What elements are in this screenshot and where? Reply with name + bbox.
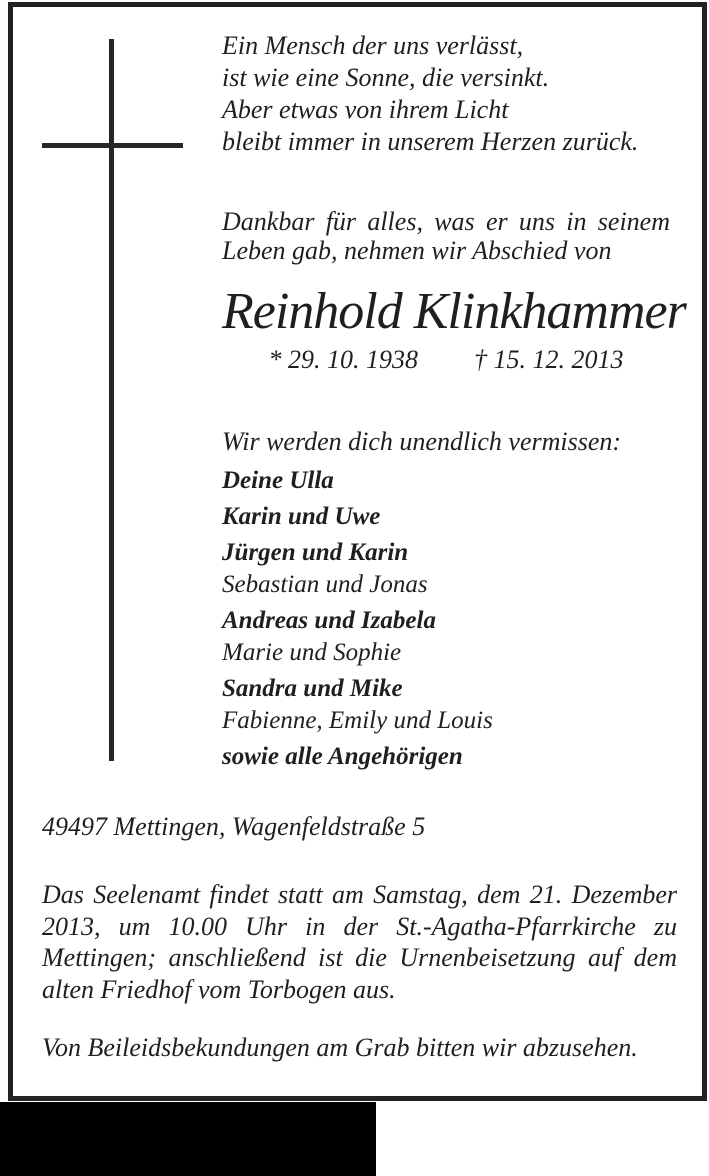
family-list-item: Fabienne, Emily und Louis	[222, 707, 493, 734]
cross-horizontal-bar	[42, 143, 183, 148]
service-paragraph	[42, 879, 677, 1005]
family-list	[222, 465, 493, 773]
poem-line: ist wie eine Sonne, die versinkt.	[222, 63, 550, 92]
family-list-item: Jürgen und Karin	[222, 539, 409, 566]
family-list-item: Karin und Uwe	[222, 503, 381, 530]
life-dates	[222, 345, 670, 375]
family-list-item: sowie alle Angehörigen	[222, 743, 463, 770]
service-line: alten Friedhof vom Torbogen aus.	[42, 974, 396, 1004]
intro-line: Dankbar für alles, was er uns in seinem	[222, 207, 670, 236]
family-list-item: Deine Ulla	[222, 467, 334, 494]
intro-paragraph	[222, 207, 670, 265]
intro-line: Leben gab, nehmen wir Abschied von	[222, 236, 612, 265]
family-list-item: Sandra und Mike	[222, 675, 403, 702]
condolence-line: Von Beileidsbekundungen am Grab bitten wir abzusehen.	[42, 1033, 638, 1062]
service-line: 2013, um 10.00 Uhr in der St.-Agatha-Pfarrkirche zu	[42, 911, 677, 941]
family-list-item: Andreas und Izabela	[222, 607, 436, 634]
birth-date: * 29. 10. 1938	[268, 345, 418, 374]
address-line: 49497 Mettingen, Wagenfeldstraße 5	[42, 812, 426, 841]
service-line: Mettingen; anschließend ist die Urnenbeisetzung auf dem	[42, 943, 677, 972]
service-line: Das Seelenamt findet statt am Samstag, dem 21. Dezember	[42, 880, 677, 909]
deceased-name: Reinhold Klinkhammer	[222, 283, 686, 340]
poem-line: Ein Mensch der uns verlässt,	[222, 31, 524, 60]
redaction-block	[0, 1102, 376, 1176]
poem	[222, 30, 638, 158]
family-list-item: Sebastian und Jonas	[222, 571, 428, 598]
farewell-line: Wir werden dich unendlich vermissen:	[222, 427, 622, 456]
poem-line: Aber etwas von ihrem Licht	[222, 95, 509, 124]
death-date: † 15. 12. 2013	[474, 345, 624, 374]
poem-line: bleibt immer in unserem Herzen zurück.	[222, 127, 639, 156]
family-list-item: Marie und Sophie	[222, 639, 402, 666]
